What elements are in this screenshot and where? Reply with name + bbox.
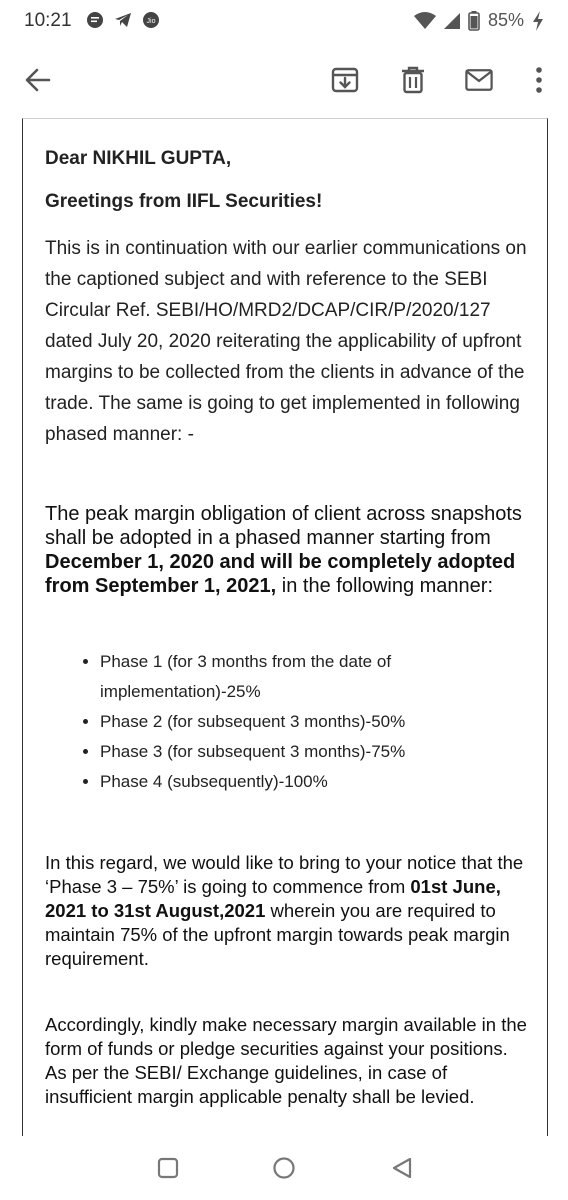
archive-icon[interactable]: [331, 66, 359, 94]
notice-paragraph: [45, 851, 531, 971]
notice-dates: 01st June, 2021 to 31st August,2021: [45, 876, 501, 921]
notice-text: In this regard, we would like to bring to your notice that the ‘Phase 3 – 75%’ is going to commence from: [45, 852, 524, 897]
chat-notification-icon: [86, 11, 104, 29]
email-body-frame: [22, 118, 548, 1137]
jio-icon: [142, 11, 160, 29]
home-icon[interactable]: [272, 1156, 296, 1180]
recents-icon[interactable]: [156, 1156, 180, 1180]
charging-icon: [532, 11, 544, 31]
phase-item: • Phase 1 (for 3 months from the date of implementation)-25%: [100, 647, 530, 707]
telegram-icon: [114, 11, 132, 29]
phase-intro-paragraph: [45, 502, 531, 598]
phase-intro-text: The peak margin obligation of client across snapshots shall be adopted in a phased manner starting from: [45, 503, 522, 549]
notification-icons: [86, 11, 160, 29]
intro-paragraph: This is in continuation with our earlier communications on the captioned subject and with reference to the SEBI Circular Ref. SEBI/HO/MRD2/DCAP/CIR/P/2020/127 dated July 20, 2020 reiterating the applicability of upfront margins to be collected from the clients in advance of the trade. The same is going to get implemented in following phased manner: -: [45, 238, 527, 445]
status-time: 10:21: [24, 10, 72, 31]
status-bar: [0, 0, 568, 44]
mark-unread-icon[interactable]: [465, 66, 493, 94]
battery-percent: 85%: [487, 10, 524, 30]
margin-paragraph: Accordingly, kindly make necessary margin available in the form of funds or pledge securities against your positions. As per the SEBI/ Exchange guidelines, in case of insufficient margin applicable penalty shall be levied.: [45, 1014, 527, 1107]
signal-icon: [444, 12, 460, 30]
navigation-bar: [0, 1136, 568, 1200]
notice-tail: wherein you are required to maintain 75% of the upfront margin towards peak margin requirement.: [45, 900, 510, 969]
svg-text:Jio: Jio: [146, 18, 156, 25]
more-options-icon[interactable]: [525, 66, 553, 94]
back-icon[interactable]: [390, 1156, 414, 1180]
phase-list: [45, 647, 530, 797]
phase-intro-dates: December 1, 2020 and will be completely adopted from September 1, 2021,: [45, 551, 516, 597]
back-arrow-icon[interactable]: [24, 66, 52, 94]
phase-item: • Phase 4 (subsequently)-100%: [100, 767, 530, 797]
phase-intro-tail: in the following manner:: [276, 575, 494, 597]
wifi-icon: [414, 12, 436, 30]
status-right: [414, 10, 544, 31]
salutation: Dear NIKHIL GUPTA,: [45, 148, 232, 169]
phase-item: • Phase 2 (for subsequent 3 months)-50%: [100, 707, 530, 737]
greeting: Greetings from IIFL Securities!: [45, 191, 323, 212]
app-bar: [0, 44, 568, 118]
delete-icon[interactable]: [399, 66, 427, 94]
battery-icon: [468, 11, 480, 31]
phase-item: • Phase 3 (for subsequent 3 months)-75%: [100, 737, 530, 767]
